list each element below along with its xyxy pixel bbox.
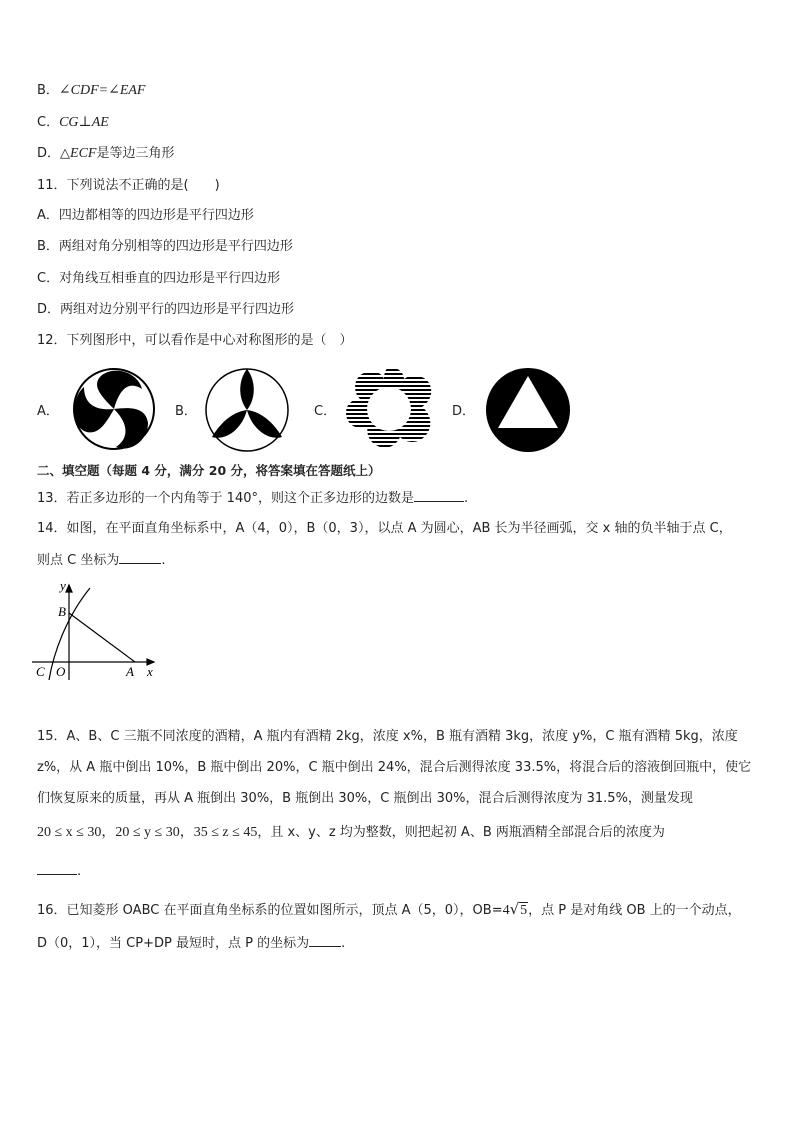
figure-c-striped-flower bbox=[344, 365, 436, 453]
q10-option-b bbox=[37, 82, 146, 100]
answer-blank bbox=[119, 551, 161, 564]
q12-label-c: C． bbox=[314, 404, 337, 419]
figure-a-swirl bbox=[72, 367, 156, 451]
answer-blank bbox=[414, 489, 464, 502]
q12-label-b: B． bbox=[175, 404, 197, 419]
q10-option-d bbox=[37, 145, 174, 163]
q12-label-d: D． bbox=[452, 404, 476, 419]
option-label: D． bbox=[37, 146, 61, 161]
q15-line4 bbox=[37, 824, 665, 842]
q16-end: . bbox=[341, 936, 346, 951]
q15-line3: 们恢复原来的质量，再从 A 瓶倒出 30%，B 瓶倒出 30%，C 瓶倒出 30%，混合后测得浓度为 31.5%，测量发现 bbox=[37, 791, 693, 806]
y-axis-arrow bbox=[66, 585, 72, 592]
figure-b-petals bbox=[204, 367, 290, 453]
option-text: 是等边三角形 bbox=[96, 146, 175, 161]
q13-stem bbox=[37, 489, 468, 508]
option-text: CG⊥AE bbox=[59, 115, 109, 130]
option-label: B． bbox=[37, 83, 59, 98]
label-o: O bbox=[56, 664, 66, 679]
q12-stem: 12．下列图形中，可以看作是中心对称图形的是（ ） bbox=[37, 333, 353, 348]
sqrt-coefficient: 4 bbox=[502, 903, 510, 918]
label-a: A bbox=[126, 664, 134, 679]
q15-line2: z%，从 A 瓶中倒出 10%，B 瓶中倒出 20%，C 瓶中倒出 24%，混合后测得浓度 33.5%，将混合后的溶液倒回瓶中，使它 bbox=[37, 760, 752, 775]
q10-option-c bbox=[37, 114, 109, 132]
q14-coordinate-figure bbox=[32, 580, 162, 685]
option-text: ∠CDF=∠EAF bbox=[58, 83, 146, 98]
q15-text: ，且 x、y、z 均为整数，则把起初 A、B 两瓶酒精全部混合后的浓度为 bbox=[257, 825, 665, 840]
q14-text: 则点 C 坐标为 bbox=[37, 553, 120, 568]
label-c: C bbox=[36, 664, 45, 679]
q11-option-a: A．四边都相等的四边形是平行四边形 bbox=[37, 208, 254, 223]
q15-end: . bbox=[77, 864, 82, 879]
label-y: y bbox=[60, 578, 66, 593]
label-b: B bbox=[58, 604, 66, 619]
q14-line2 bbox=[37, 551, 165, 570]
q16-text-b: ，点 P 是对角线 OB 上的一个动点， bbox=[528, 903, 741, 918]
q15-answer-line bbox=[37, 862, 81, 881]
q11-stem: 11．下列说法不正确的是( ) bbox=[37, 178, 220, 193]
q16-text-a: 16．已知菱形 OABC 在平面直角坐标系的位置如图所示，顶点 A（5，0），OB= bbox=[37, 903, 503, 918]
q14-end: . bbox=[161, 553, 166, 568]
figure-d-circle-triangle bbox=[486, 368, 570, 452]
sqrt-radicand: 5 bbox=[520, 903, 528, 918]
q11-option-d: D．两组对边分别平行的四边形是平行四边形 bbox=[37, 302, 295, 317]
q16-line1 bbox=[37, 900, 741, 920]
q15-line1: 15．A、B、C 三瓶不同浓度的酒精，A 瓶内有酒精 2kg，浓度 x%，B 瓶有酒精 3kg，浓度 y%，C 瓶有酒精 5kg，浓度 bbox=[37, 729, 738, 744]
triangle-symbol: △ bbox=[60, 146, 71, 161]
q11-option-b: B．两组对角分别相等的四边形是平行四边形 bbox=[37, 239, 293, 254]
option-math: ECF bbox=[70, 146, 97, 161]
label-x: x bbox=[147, 664, 153, 679]
section-title: 二、填空题（每题 4 分，满分 20 分，将答案填在答题纸上） bbox=[37, 463, 381, 478]
q11-option-c: C．对角线互相垂直的四边形是平行四边形 bbox=[37, 271, 281, 286]
q16-text: D（0，1），当 CP+DP 最短时，点 P 的坐标为 bbox=[37, 936, 310, 951]
q14-line1: 14．如图，在平面直角坐标系中，A（4，0），B（0，3），以点 A 为圆心，AB 长为半径画弧，交 x 轴的负半轴于点 C， bbox=[37, 521, 732, 536]
option-label: C． bbox=[37, 115, 60, 130]
q15-inequalities: 20 ≤ x ≤ 30，20 ≤ y ≤ 30，35 ≤ z ≤ 45 bbox=[37, 825, 258, 840]
segment-ab bbox=[69, 613, 135, 662]
q12-label-a: A． bbox=[37, 404, 59, 419]
q13-end: . bbox=[464, 491, 469, 506]
answer-blank bbox=[309, 934, 341, 947]
sqrt-symbol: √ bbox=[509, 900, 520, 918]
answer-blank bbox=[37, 862, 77, 875]
q13-text: 13．若正多边形的一个内角等于 140°，则这个正多边形的边数是 bbox=[37, 491, 414, 506]
q16-line2 bbox=[37, 934, 345, 953]
